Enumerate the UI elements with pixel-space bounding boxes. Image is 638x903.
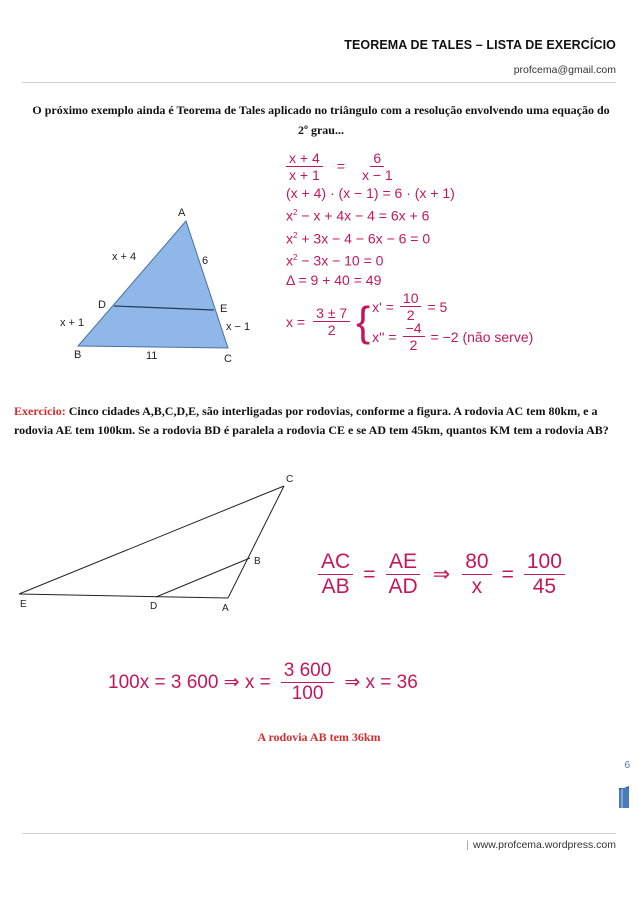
- expanded-product: (x + 4) · (x − 1) = 6 · (x + 1): [286, 185, 455, 201]
- website-link[interactable]: www.profcema.wordpress.com: [473, 839, 616, 851]
- label-d: D: [98, 299, 106, 311]
- quadratic-equation: $x^2 - 3x - 10 = 0$: [286, 252, 384, 269]
- label-b: B: [254, 556, 261, 567]
- label-e: E: [220, 303, 228, 315]
- label-a: A: [178, 207, 186, 219]
- road-ac: [228, 486, 284, 598]
- label-ec: x − 1: [226, 321, 251, 333]
- fraction-numerator: 6: [370, 150, 384, 167]
- roads-figure-2: [14, 470, 304, 620]
- fraction-numerator: x + 4: [286, 150, 323, 167]
- label-ad: x + 4: [112, 251, 137, 263]
- solution-equations-1: [286, 148, 533, 352]
- bhaskara-solution: x = $\frac{3 \pm 7}{2}$ { x' = $\frac{10}{2}$ = 5 x'' = $\frac{-4}{2}$ = −2 (não serve): [286, 290, 534, 354]
- roots-block: [372, 292, 533, 352]
- curly-brace: {: [356, 297, 371, 345]
- label-c: C: [286, 474, 294, 485]
- page-tab-icon: [618, 786, 630, 810]
- label-c: C: [224, 353, 232, 365]
- exercise-paragraph: [14, 402, 620, 439]
- label-e: E: [20, 599, 27, 610]
- road-ce: [19, 486, 284, 594]
- equals-sign: =: [336, 158, 345, 174]
- answer-text: A rodovia AB tem 36km: [257, 730, 381, 744]
- fraction-denominator: x + 1: [289, 166, 320, 183]
- header-divider: [22, 82, 616, 83]
- label-d: D: [150, 601, 158, 612]
- fraction-numerator: 3 ± 7: [313, 305, 350, 322]
- footer-divider: [22, 833, 616, 834]
- author-email: profcema@gmail.com: [513, 64, 616, 76]
- equation-line-4: $x^2 + 3x - 4 - 6x - 6 = 0$: [286, 230, 431, 247]
- proportion-equation-2: $\frac{AC}{AB}$ = $\frac{AE}{AD}$ ⇒ $\frac{80}{x}$ = $\frac{100}{45}$: [318, 550, 565, 599]
- root-1: x' = $\frac{10}{2}$ = 5: [372, 290, 448, 324]
- footer-url[interactable]: | www.profcema.wordpress.com: [466, 839, 616, 851]
- solution-equation-3: 100x = 3 600 ⇒ x = $\frac{3 600}{100}$ ⇒ x = 36: [108, 660, 418, 704]
- label-b: B: [74, 349, 82, 361]
- label-ae: 6: [202, 255, 209, 267]
- discriminant-line: Δ = 9 + 40 = 49: [286, 271, 382, 288]
- root-2: x'' = $\frac{-4}{2}$ = −2 (não serve): [372, 320, 534, 354]
- exercise-label: Exercício:: [14, 404, 66, 418]
- label-bc: 11: [146, 350, 158, 362]
- triangle-fill: [78, 221, 228, 348]
- label-a: A: [222, 603, 229, 614]
- fraction-denominator: 2: [327, 322, 336, 339]
- fraction-denominator: x − 1: [361, 166, 393, 183]
- exercise-text: Cinco cidades A,B,C,D,E, são interligadas por rodovias, conforme a figura. A rodovia AC tem 80km, e a rodovia AE tem 100km. Se a rodovia BD é paralela a rodovia CE e se AD tem 45km, quantos KM tem a rodovia AB?: [14, 404, 609, 437]
- triangle-figure-1: [50, 196, 270, 368]
- intro-paragraph: O próximo exemplo ainda é Teorema de Tales aplicado no triângulo com a resolução envolvendo uma equação do 2º grau...: [32, 103, 610, 137]
- proportion-line: [286, 148, 533, 184]
- equation-line-3: $x^2 - x + 4x - 4 = 6x + 6$: [286, 207, 430, 224]
- page-number: 6: [624, 760, 630, 771]
- document-title: TEOREMA DE TALES – LISTA DE EXERCÍCIO: [344, 38, 616, 52]
- road-db: [156, 558, 250, 597]
- road-ea: [19, 594, 228, 598]
- label-db: x + 1: [60, 317, 85, 329]
